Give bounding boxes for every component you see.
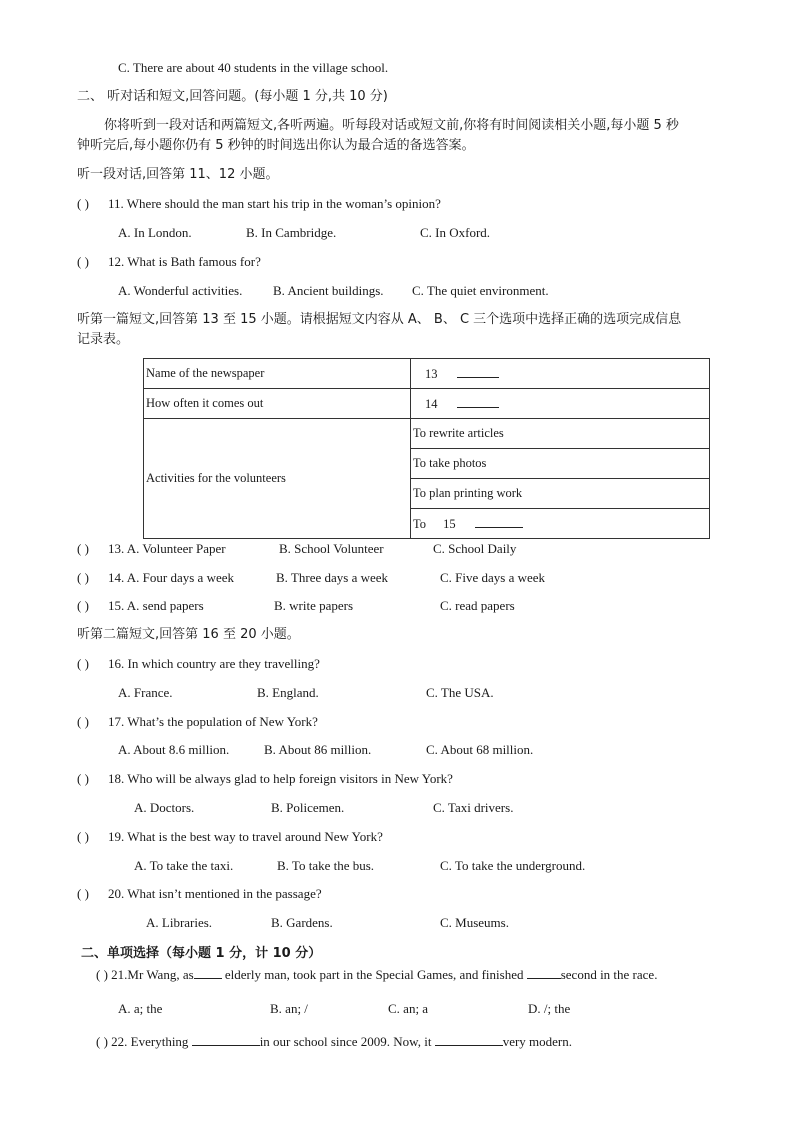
q19-option-b: B. To take the bus.: [277, 858, 375, 873]
info-record-table: [143, 358, 710, 539]
question-11-stem: 11. Where should the man start his trip in the woman’s opinion?: [108, 196, 441, 211]
question-22: [96, 1033, 572, 1051]
table-cell-activity: To take photos: [411, 449, 710, 479]
section-heading-listening: 二、 听对话和短文,回答问题。(每小题 1 分,共 10 分): [77, 89, 388, 104]
answer-blank[interactable]: [457, 365, 499, 378]
q17-option-a: A. About 8.6 million.: [118, 742, 230, 757]
answer-paren-12[interactable]: ( ): [77, 254, 89, 269]
q18-option-c: C. Taxi drivers.: [433, 800, 514, 815]
q19-option-c: C. To take the underground.: [440, 858, 586, 873]
q21-option-b: B. an; /: [270, 1001, 308, 1016]
question-16-stem: 16. In which country are they travelling?: [108, 656, 320, 671]
q12-option-a: A. Wonderful activities.: [118, 283, 243, 298]
answer-paren-20[interactable]: ( ): [77, 886, 89, 901]
answer-paren-22[interactable]: ( ): [96, 1034, 108, 1049]
answer-paren-15[interactable]: ( ): [77, 598, 89, 613]
question-21: [96, 966, 657, 984]
q21-text-part1: 21.Mr Wang, as: [111, 967, 194, 982]
question-19-stem: 19. What is the best way to travel around New York?: [108, 829, 383, 844]
answer-blank[interactable]: [192, 1033, 260, 1046]
passage2-intro: 听第二篇短文,回答第 16 至 20 小题。: [77, 627, 300, 642]
q11-option-a: A. In London.: [118, 225, 192, 240]
table-cell-answer-14[interactable]: [411, 389, 710, 419]
q17-option-b: B. About 86 million.: [264, 742, 372, 757]
q21-option-a: A. a; the: [118, 1001, 163, 1016]
answer-paren-17[interactable]: ( ): [77, 714, 89, 729]
answer-blank[interactable]: [435, 1033, 503, 1046]
table-cell-answer-13[interactable]: [411, 359, 710, 389]
q15-option-b: B. write papers: [274, 598, 354, 613]
q14-option-b: B. Three days a week: [276, 570, 389, 585]
section-heading-single-choice: 二、单项选择（每小题 1 分，计 10 分）: [81, 946, 322, 961]
q12-option-b: B. Ancient buildings.: [273, 283, 384, 298]
q15-option-c: C. read papers: [440, 598, 515, 613]
q20-option-c: C. Museums.: [440, 915, 509, 930]
dialogue-intro: 听一段对话,回答第 11、12 小题。: [77, 167, 279, 182]
question-20-stem: 20. What isn’t mentioned in the passage?: [108, 886, 322, 901]
q13-option-c: C. School Daily: [433, 541, 517, 556]
table-cell-label: Activities for the volunteers: [144, 419, 411, 539]
q21-text-part2: elderly man, took part in the Special Games, and finished: [224, 967, 524, 982]
table-cell-label: How often it comes out: [144, 389, 411, 419]
q19-option-a: A. To take the taxi.: [134, 858, 234, 873]
blank-number: 13: [425, 367, 438, 381]
q22-text-part2: in our school since 2009. Now, it: [259, 1034, 432, 1049]
q11-option-b: B. In Cambridge.: [246, 225, 337, 240]
q17-option-c: C. About 68 million.: [426, 742, 534, 757]
blank-number: 14: [425, 397, 438, 411]
table-cell-label: Name of the newspaper: [144, 359, 411, 389]
instructions-line-2: 钟听完后,每小题你仍有 5 秒钟的时间选出你认为最合适的备选答案。: [77, 138, 475, 153]
answer-blank[interactable]: [527, 966, 561, 979]
table-row: [144, 359, 710, 389]
instructions-line-1: 你将听到一段对话和两篇短文,各听两遍。听每段对话或短文前,你将有时间阅读相关小题,每小题 5 秒: [104, 118, 679, 133]
question-13-stem: 13. A. Volunteer Paper: [108, 541, 226, 556]
q13-option-b: B. School Volunteer: [279, 541, 384, 556]
q14-option-c: C. Five days a week: [440, 570, 546, 585]
q21-text-part3: second in the race.: [560, 967, 658, 982]
q22-text-part1: 22. Everything: [111, 1034, 189, 1049]
question-12-stem: 12. What is Bath famous for?: [108, 254, 261, 269]
activity-prefix: To: [413, 517, 427, 531]
q12-option-c: C. The quiet environment.: [412, 283, 549, 298]
q20-option-a: A. Libraries.: [146, 915, 213, 930]
blank-number: 15: [443, 517, 456, 531]
answer-paren-18[interactable]: ( ): [77, 771, 89, 786]
q20-option-b: B. Gardens.: [271, 915, 333, 930]
answer-paren-19[interactable]: ( ): [77, 829, 89, 844]
q18-option-a: A. Doctors.: [134, 800, 195, 815]
table-row: [144, 389, 710, 419]
question-18-stem: 18. Who will be always glad to help foreign visitors in New York?: [108, 771, 453, 786]
question-15-stem: 15. A. send papers: [108, 598, 204, 613]
table-cell-activity: To plan printing work: [411, 479, 710, 509]
answer-blank[interactable]: [475, 515, 523, 528]
table-cell-activity: To rewrite articles: [411, 419, 710, 449]
answer-paren-16[interactable]: ( ): [77, 656, 89, 671]
q11-option-c: C. In Oxford.: [420, 225, 491, 240]
q21-option-c: C. an; a: [388, 1001, 429, 1016]
passage1-intro-line-1: 听第一篇短文,回答第 13 至 15 小题。请根据短文内容从 A、 B、 C 三个选项中选择正确的选项完成信息: [77, 312, 682, 327]
answer-blank[interactable]: [194, 966, 222, 979]
q22-text-part3: very modern.: [502, 1034, 572, 1049]
answer-paren-14[interactable]: ( ): [77, 570, 89, 585]
passage1-intro-line-2: 记录表。: [77, 332, 130, 347]
option-c-village-school: C. There are about 40 students in the village school.: [118, 60, 389, 75]
table-row: [144, 419, 710, 449]
answer-paren-13[interactable]: ( ): [77, 541, 89, 556]
answer-paren-11[interactable]: ( ): [77, 196, 89, 211]
answer-blank[interactable]: [457, 395, 499, 408]
table-cell-answer-15[interactable]: [411, 509, 710, 539]
q21-option-d: D. /; the: [528, 1001, 571, 1016]
q16-option-a: A. France.: [118, 685, 173, 700]
question-17-stem: 17. What’s the population of New York?: [108, 714, 318, 729]
question-14-stem: 14. A. Four days a week: [108, 570, 235, 585]
q18-option-b: B. Policemen.: [271, 800, 345, 815]
q16-option-c: C. The USA.: [426, 685, 494, 700]
answer-paren-21[interactable]: ( ): [96, 967, 108, 982]
q16-option-b: B. England.: [257, 685, 319, 700]
